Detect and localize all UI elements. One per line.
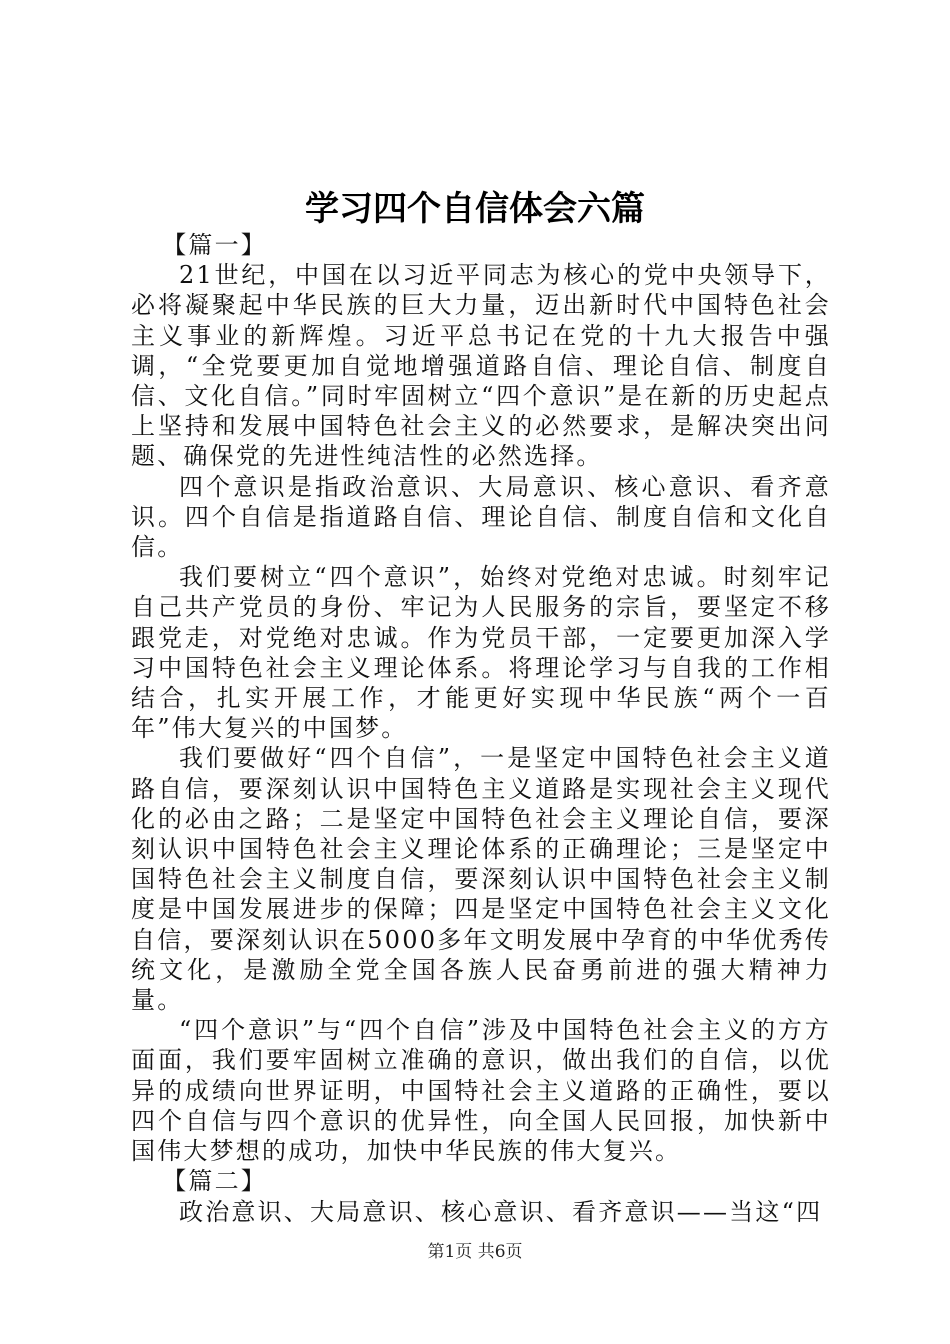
paragraph: 四个意识是指政治意识、大局意识、核心意识、看齐意识。四个自信是指道路自信、理论自信、制度自信和文化自信。 — [131, 472, 831, 562]
paragraph: 我们要树立“四个意识”，始终对党绝对忠诚。时刻牢记自己共产党员的身份、牢记为人民服务的宗旨，要坚定不移跟党走，对党绝对忠诚。作为党员干部，一定要更加深入学习中国特色社会主义理论体系。将理论学习与自我的工作相结合，扎实开展工作，才能更好实现中华民族“两个一百年”伟大复兴的中国梦。 — [131, 563, 831, 743]
document-title: 学习四个自信体会六篇 — [305, 189, 645, 229]
paragraph: 我们要做好“四个自信”，一是坚定中国特色社会主义道路自信，要深刻认识中国特色主义道路是实现社会主义现代化的必由之路；二是坚定中国特色社会主义理论自信，要深刻认识中国特色社会主义理论体系的正确理论；三是坚定中国特色社会主义制度自信，要深刻认识中国特色社会主义制度是中国发展进步的保障；四是坚定中国特色社会主义文化自信，要深刻认识在5000多年文明发展中孕育的中华优秀传统文化，是激励全党全国各族人民奋勇前进的强大精神力量。 — [131, 744, 831, 1015]
paragraph: “四个意识”与“四个自信”涉及中国特色社会主义的方方面面，我们要牢固树立准确的意识，做出我们的自信，以优异的成绩向世界证明，中国特社会主义道路的正确性，要以四个自信与四个意识的优异性，向全国人民回报，加快新中国伟大梦想的成功，加快中华民族的伟大复兴。 — [131, 1016, 831, 1166]
document-body — [131, 230, 831, 1227]
section-heading-1: 【篇一】 — [162, 231, 267, 259]
section-heading-2: 【篇二】 — [162, 1167, 267, 1196]
paragraph: 政治意识、大局意识、核心意识、看齐意识——当这“四 — [179, 1197, 823, 1226]
paragraph: 21世纪，中国在以习近平同志为核心的党中央领导下，必将凝聚起中华民族的巨大力量，迈出新时代中国特色社会主义事业的新辉煌。习近平总书记在党的十九大报告中强调，“全党要更加自觉地增强道路自信、理论自信、制度自信、文化自信。”同时牢固树立“四个意识”是在新的历史起点上坚持和发展中国特色社会主义的必然要求，是解决突出问题、确保党的先进性纯洁性的必然选择。 — [131, 261, 831, 471]
page-number-footer: 第1页 共6页 — [427, 1242, 523, 1262]
